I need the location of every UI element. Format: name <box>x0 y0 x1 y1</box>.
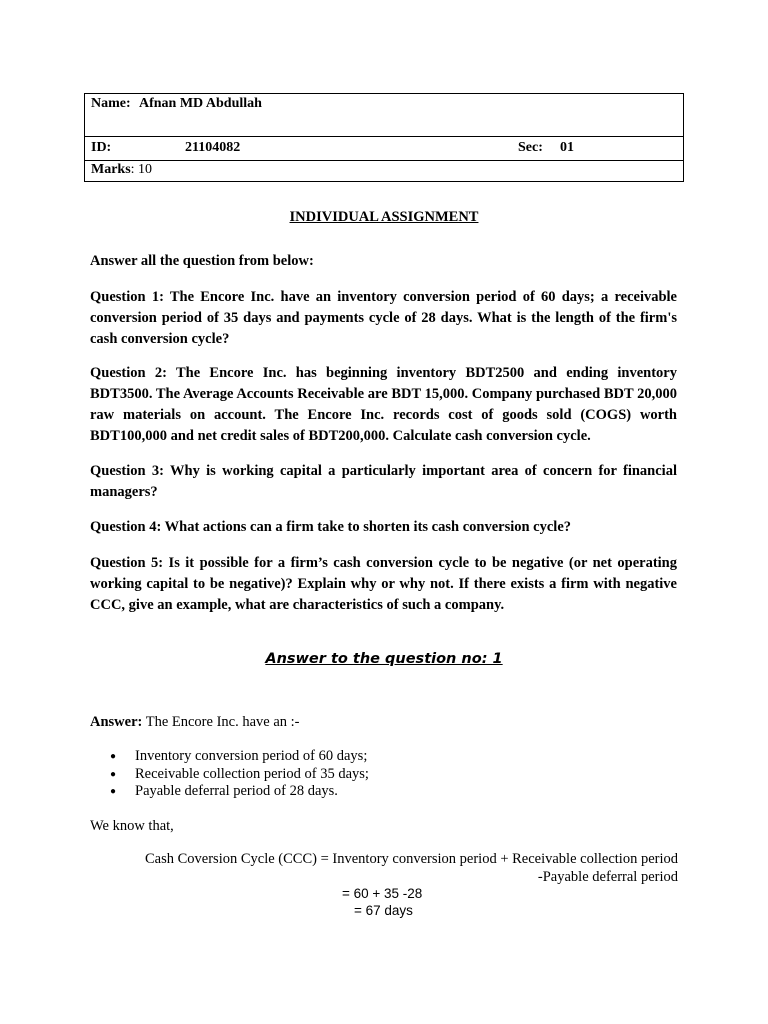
answer-label: Answer: <box>90 714 143 730</box>
section-value: 01 <box>560 140 574 155</box>
question-4: Question 4: What actions can a firm take to shorten its cash conversion cycle? <box>90 519 572 535</box>
marks-label: Marks <box>91 162 131 177</box>
list-item: ● Inventory conversion period of 60 days; <box>110 748 369 766</box>
marks-value: : 10 <box>130 162 153 177</box>
question-2: Question 2: The Encore Inc. has beginning inventory BDT2500 and ending inventory BDT3500. The Average Accounts Receivable are BDT 15,000. Company purchased BDT 20,000 raw materials on account. The Encore Inc. records cost of goods sold (COGS) worth BDT100,000 and net credit sales of BDT200,000. Calculate cash conversion cycle. <box>90 365 677 444</box>
formula-line-1: Cash Coversion Cycle (CCC) = Inventory conversion period + Receivable collection period <box>145 851 678 867</box>
list-item: ● Receivable collection period of 35 days; <box>110 766 369 784</box>
question-1: Question 1: The Encore Inc. have an inventory conversion period of 60 days; a receivable conversion period of 35 days and payments cycle of 28 days. What is the length of the firm's cash conversion cycle? <box>90 289 677 347</box>
answer-intro-text: The Encore Inc. have an :- <box>142 714 300 730</box>
marks-text <box>91 162 152 178</box>
answer-intro <box>90 714 300 731</box>
we-know-text: We know that, <box>90 818 174 834</box>
given-values-list <box>110 748 369 801</box>
student-info-table <box>84 93 684 182</box>
id-row <box>85 137 683 161</box>
id-value: 21104082 <box>185 140 241 155</box>
section-label: Sec: <box>518 140 543 155</box>
id-label: ID: <box>91 140 112 155</box>
marks-row <box>85 161 683 181</box>
formula-line-2: -Payable deferral period <box>537 869 678 885</box>
instruction-text: Answer all the question from below: <box>90 253 314 269</box>
calculation-result: = 67 days <box>354 903 413 918</box>
question-3: Question 3: Why is working capital a particularly important area of concern for financial managers? <box>90 463 677 500</box>
assignment-title: INDIVIDUAL ASSIGNMENT <box>289 209 479 225</box>
name-value: Afnan MD Abdullah <box>139 96 262 111</box>
answer-heading: Answer to the question no: 1 <box>265 651 503 667</box>
question-5: Question 5: Is it possible for a firm’s cash conversion cycle to be negative (or net operating working capital to be negative)? Explain why or why not. If there exists a firm with negative CCC, give an example, what are characteristics of such a company. <box>90 555 677 613</box>
calculation-line-1: = 60 + 35 -28 <box>342 886 423 901</box>
name-row <box>85 94 683 137</box>
name-label: Name: <box>91 96 131 111</box>
list-item: ● Payable deferral period of 28 days. <box>110 783 369 801</box>
